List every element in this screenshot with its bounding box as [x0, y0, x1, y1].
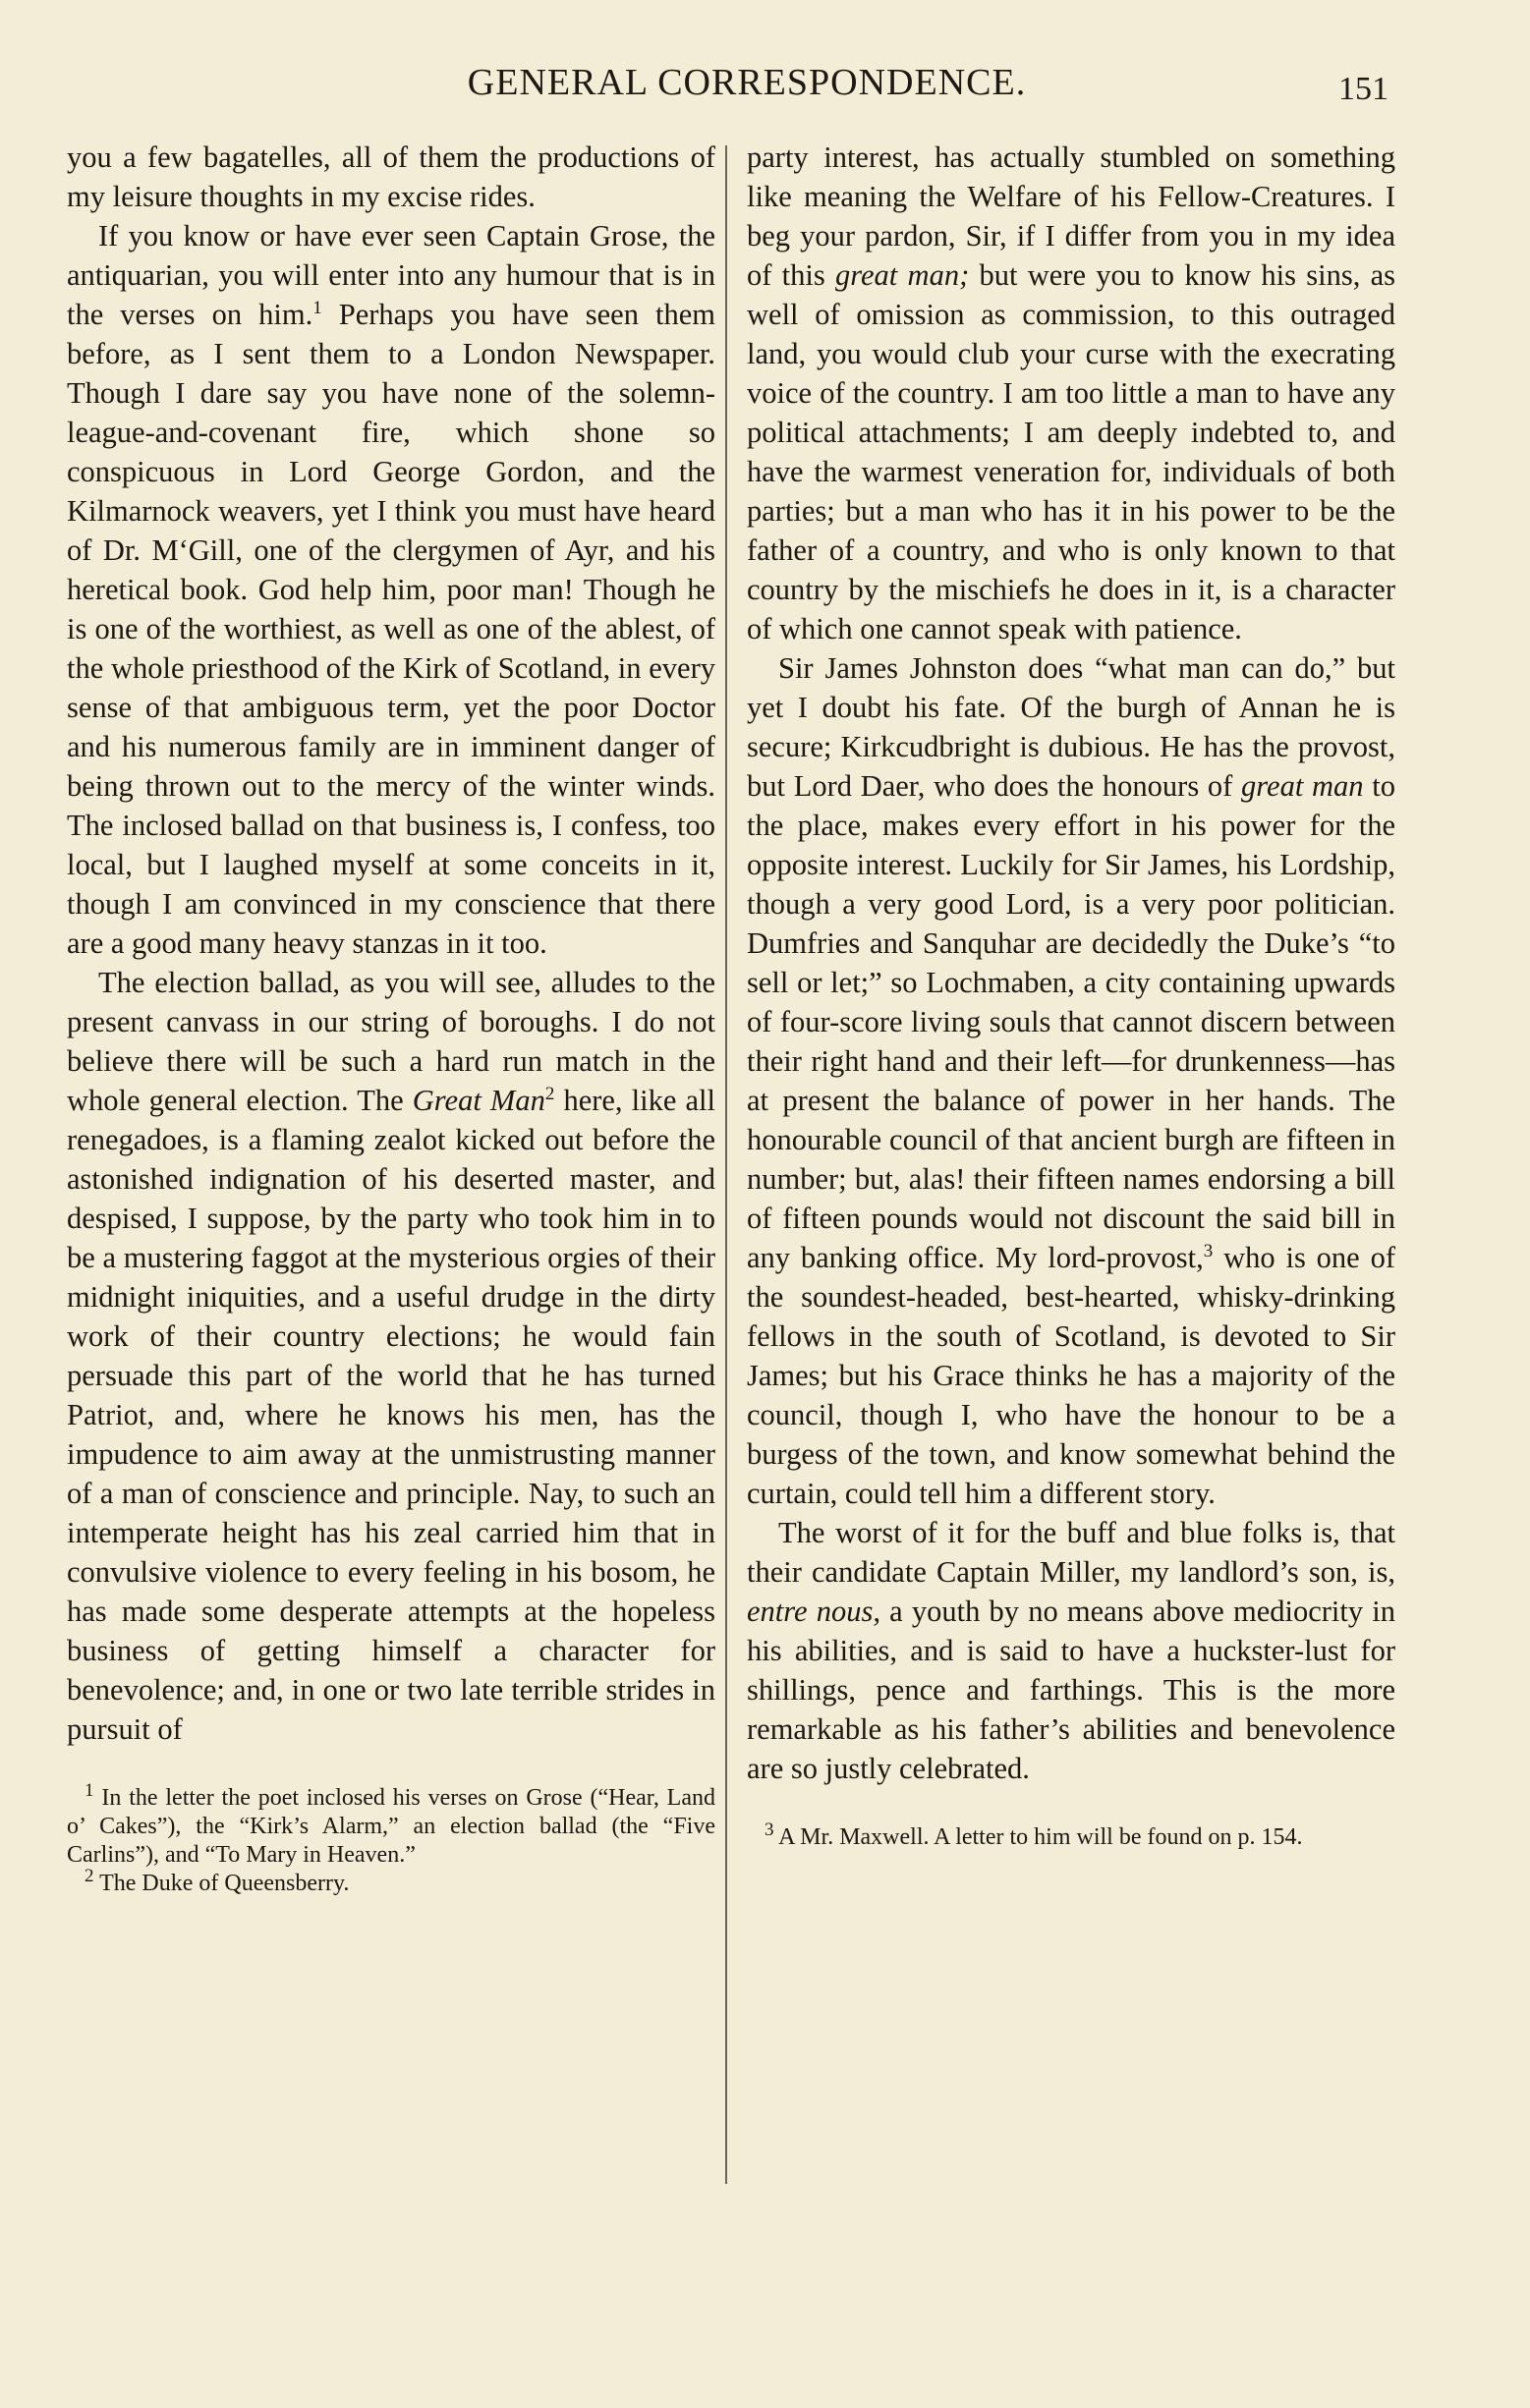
right-paragraph-3: The worst of it for the buff and blue folks is, that their candidate Captain Miller, my landlord’s son, is, entre nous, a youth by no means above mediocrity in his abilities, and is said to have a huckster-lust for shillings, pence and farthings. This is the more remarkable as his father’s abilities and benevolence are so justly celebrated. — [747, 1516, 1396, 1785]
right-footnotes — [747, 1820, 1395, 1852]
left-column — [67, 138, 715, 1898]
footnote-ref-1: 1 — [312, 297, 322, 318]
footnote-ref-3: 3 — [1203, 1240, 1214, 1261]
left-paragraph-3: The election ballad, as you will see, alludes to the present canvass in our string of boroughs. I do not believe there will be such a hard run match in the whole general election. The Great Man$^2$ here, like all renegadoes, is a flaming zealot kicked out before the astonished indignation of his deserted master, and despised, I suppose, by the party who took him in to be a mustering faggot at the mysterious orgies of their midnight iniquities, and a useful drudge in the dirty work of their country elections; he would fain persuade this part of the world that he has turned Patriot, and, where he knows his men, has the impudence to aim away at the unmistrusting manner of a man of conscience and principle. Nay, to such an intemperate height has his zeal carried him that in convulsive violence to every feeling in his bosom, he has made some desperate attempts at the hopeless business of getting himself a character for benevolence; and, in one or two late terrible strides in pursuit of — [67, 966, 716, 1746]
running-title: GENERAL CORRESPONDENCE. — [467, 62, 1027, 103]
right-paragraph-1: party interest, has actually stumbled on something like meaning the Welfare of his Fellow-Creatures. I beg your pardon, Sir, if I differ from you in my idea of this great man; but were you to know his sins, as well of omission as commission, to this outraged land, you would club your curse with the execrating voice of the country. I am too little a man to have any political attachments; I am deeply indebted to, and have the warmest veneration for, individuals of both parties; but a man who has it in his power to be the father of a country, and who is only known to that country by the mischiefs he does in it, is a character of which one cannot speak with patience. — [747, 140, 1396, 645]
footnote-2: $^2$ The Duke of Queensberry. — [85, 1866, 350, 1896]
left-paragraph-1: you a few bagatelles, all of them the productions of my leisure thoughts in my excise rides. — [67, 140, 715, 213]
left-footnotes — [67, 1780, 715, 1898]
footnote-1: $^1$ In the letter the poet inclosed his verses on Grose (“Hear, Land o’ Cakes”), the “Kirk’s Alarm,” an election ballad (the “Five Carlins”), and “To Mary in Heaven.” — [67, 1780, 715, 1868]
footnote-3: $^3$ A Mr. Maxwell. A letter to him will be found on p. 154. — [765, 1820, 1303, 1850]
footnote-ref-2: 2 — [544, 1083, 555, 1104]
column-divider — [725, 145, 727, 2184]
right-paragraph-2: Sir James Johnston does “what man can do,” but yet I doubt his fate. Of the burgh of Annan he is secure; Kirkcudbright is dubious. He has the provost, but Lord Daer, who does the honours of great man to the place, makes every effort in his power for the opposite interest. Luckily for Sir James, his Lordship, though a very good Lord, is a very poor politician. Dumfries and Sanquhar are decidedly the Duke’s “to sell or let;” so Lochmaben, a city containing upwards of four-score living souls that cannot discern between their right hand and their left—for drunkenness—has at present the balance of power in her hands. The honourable council of that ancient burgh are fifteen in number; but, alas! their fifteen names endorsing a bill of fifteen pounds would not discount the said bill in any banking office. My lord-provost,$^3$ who is one of the soundest-headed, best-hearted, whisky-drinking fellows in the south of Scotland, is devoted to Sir James; but his Grace thinks he has a majority of the council, though I, who have the honour to be a burgess of the town, and know somewhat behind the curtain, could tell him a different story. — [747, 651, 1395, 1510]
page-number: 151 — [1338, 71, 1388, 107]
left-paragraph-2: If you know or have ever seen Captain Grose, the antiquarian, you will enter into any humour that is in the verses on him.$^1$ Perhaps you have seen them before, as I sent them to a London Newspaper. Though I dare say you have none of the solemn-league-and-covenant fire, which shone so conspicuous in Lord George Gordon, and the Kilmarnock weavers, yet I think you must have heard of Dr. M‘Gill, one of the clergymen of Ayr, and his heretical book. God help him, poor man! Though he is one of the worthiest, as well as one of the ablest, of the whole priesthood of the Kirk of Scotland, in every sense of that ambiguous term, yet the poor Doctor and his numerous family are in imminent danger of being thrown out to the mercy of the winter winds. The inclosed ballad on that business is, I confess, too local, but I laughed myself at some conceits in it, though I am convinced in my conscience that there are a good many heavy stanzas in it too. — [67, 219, 715, 960]
right-column — [747, 138, 1395, 1852]
